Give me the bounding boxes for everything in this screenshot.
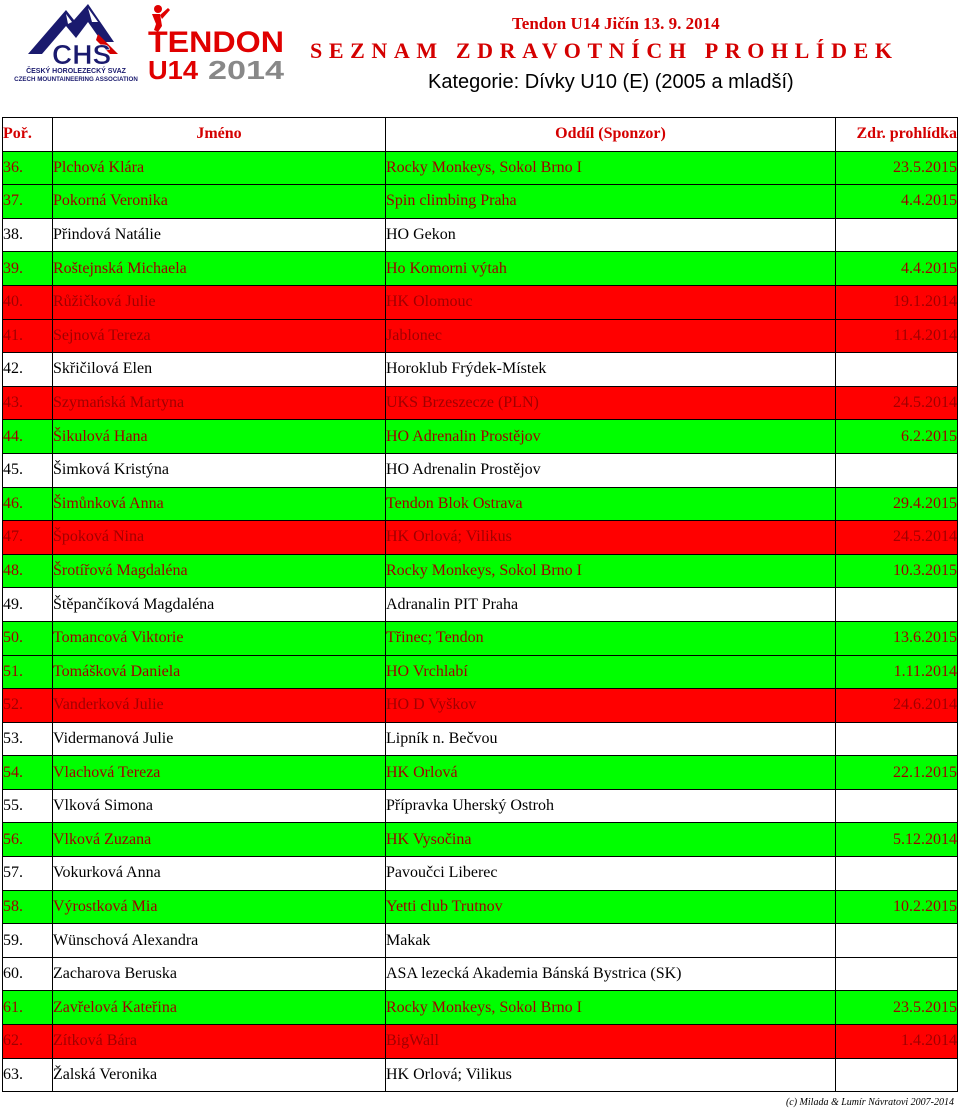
row-club: Tendon Blok Ostrava	[386, 487, 836, 521]
table-header-row	[3, 118, 958, 152]
row-club: HK Orlová; Vilikus	[386, 1058, 836, 1092]
table-row	[3, 857, 958, 891]
row-club: HO Adrenalin Prostějov	[386, 420, 836, 454]
row-name: Vidermanová Julie	[53, 722, 386, 756]
row-number: 57.	[3, 857, 53, 891]
table-row	[3, 151, 958, 185]
row-club: HK Orlová; Vilikus	[386, 521, 836, 555]
row-club: BigWall	[386, 1025, 836, 1059]
row-name: Vlachová Tereza	[53, 756, 386, 790]
row-check-date: 19.1.2014	[836, 285, 958, 319]
event-title: Tendon U14 Jičín 13. 9. 2014	[512, 14, 720, 33]
table-row	[3, 722, 958, 756]
row-name: Vanderková Julie	[53, 689, 386, 723]
column-header-num: Poř.	[3, 118, 53, 152]
table-row	[3, 756, 958, 790]
row-club: ASA lezecká Akademia Bánská Bystrica (SK)	[386, 957, 836, 991]
table-row	[3, 554, 958, 588]
row-check-date: 11.4.2014	[836, 319, 958, 353]
row-club: HO Vrchlabí	[386, 655, 836, 689]
row-check-date	[836, 353, 958, 387]
table-row	[3, 655, 958, 689]
row-number: 46.	[3, 487, 53, 521]
table-row	[3, 991, 958, 1025]
table-row	[3, 823, 958, 857]
row-number: 62.	[3, 1025, 53, 1059]
table-row	[3, 353, 958, 387]
row-number: 40.	[3, 285, 53, 319]
chs-logo	[6, 2, 146, 84]
row-number: 42.	[3, 353, 53, 387]
row-number: 44.	[3, 420, 53, 454]
row-name: Zavřelová Kateřina	[53, 991, 386, 1025]
row-name: Přindová Natálie	[53, 218, 386, 252]
row-name: Tomášková Daniela	[53, 655, 386, 689]
row-club: Makak	[386, 924, 836, 958]
row-number: 55.	[3, 789, 53, 823]
table-row	[3, 957, 958, 991]
row-club: Rocky Monkeys, Sokol Brno I	[386, 151, 836, 185]
row-number: 39.	[3, 252, 53, 286]
chs-text: CHS	[52, 39, 112, 70]
row-number: 43.	[3, 386, 53, 420]
list-title: SEZNAM ZDRAVOTNÍCH PROHLÍDEK	[310, 38, 899, 63]
row-name: Šrotířová Magdaléna	[53, 554, 386, 588]
row-number: 61.	[3, 991, 53, 1025]
row-name: Šikulová Hana	[53, 420, 386, 454]
row-club: Adranalin PIT Praha	[386, 588, 836, 622]
row-number: 47.	[3, 521, 53, 555]
row-name: Plchová Klára	[53, 151, 386, 185]
table-row	[3, 621, 958, 655]
copyright-footer: (c) Milada & Lumír Návratovi 2007-2014	[785, 1097, 954, 1108]
column-header-name: Jméno	[53, 118, 386, 152]
row-club: Jablonec	[386, 319, 836, 353]
column-header-date: Zdr. prohlídka	[836, 118, 958, 152]
row-name: Vokurková Anna	[53, 857, 386, 891]
row-number: 37.	[3, 185, 53, 219]
table-body	[3, 151, 958, 1092]
row-check-date	[836, 453, 958, 487]
row-club: Ho Komorni výtah	[386, 252, 836, 286]
table-row	[3, 890, 958, 924]
table-row	[3, 521, 958, 555]
row-name: Růžičková Julie	[53, 285, 386, 319]
row-number: 59.	[3, 924, 53, 958]
row-number: 53.	[3, 722, 53, 756]
row-name: Vlková Zuzana	[53, 823, 386, 857]
row-check-date: 1.4.2014	[836, 1025, 958, 1059]
row-check-date: 24.5.2014	[836, 386, 958, 420]
row-name: Špoková Nina	[53, 521, 386, 555]
row-club: Třinec; Tendon	[386, 621, 836, 655]
table-row	[3, 924, 958, 958]
tendon-wordmark: TENDON	[148, 26, 284, 59]
u14-label: U14	[148, 55, 199, 82]
row-check-date: 24.6.2014	[836, 689, 958, 723]
row-number: 56.	[3, 823, 53, 857]
table-row	[3, 386, 958, 420]
row-name: Zacharova Beruska	[53, 957, 386, 991]
page-header	[0, 0, 960, 118]
row-check-date	[836, 857, 958, 891]
row-name: Tomancová Viktorie	[53, 621, 386, 655]
table-row	[3, 420, 958, 454]
row-number: 51.	[3, 655, 53, 689]
row-check-date: 1.11.2014	[836, 655, 958, 689]
table-row	[3, 453, 958, 487]
row-number: 38.	[3, 218, 53, 252]
table-row	[3, 487, 958, 521]
row-check-date	[836, 1058, 958, 1092]
row-name: Výrostková Mia	[53, 890, 386, 924]
row-check-date	[836, 218, 958, 252]
table-row	[3, 319, 958, 353]
row-name: Wünschová Alexandra	[53, 924, 386, 958]
row-check-date: 23.5.2015	[836, 151, 958, 185]
table-row	[3, 218, 958, 252]
row-number: 48.	[3, 554, 53, 588]
row-check-date: 5.12.2014	[836, 823, 958, 857]
row-number: 45.	[3, 453, 53, 487]
row-number: 49.	[3, 588, 53, 622]
row-club: UKS Brzeszecze (PLN)	[386, 386, 836, 420]
row-number: 60.	[3, 957, 53, 991]
chs-subtitle-en: CZECH MOUNTAINEERING ASSOCIATION	[14, 76, 138, 83]
table-row	[3, 689, 958, 723]
row-check-date: 29.4.2015	[836, 487, 958, 521]
row-number: 58.	[3, 890, 53, 924]
row-number: 63.	[3, 1058, 53, 1092]
row-check-date	[836, 789, 958, 823]
row-club: Rocky Monkeys, Sokol Brno I	[386, 554, 836, 588]
row-club: Spin climbing Praha	[386, 185, 836, 219]
medical-checks-table	[2, 117, 958, 1092]
table-row	[3, 252, 958, 286]
row-club: HK Vysočina	[386, 823, 836, 857]
row-name: Roštejnská Michaela	[53, 252, 386, 286]
table-row	[3, 285, 958, 319]
row-club: HO Gekon	[386, 218, 836, 252]
row-number: 36.	[3, 151, 53, 185]
row-club: Yetti club Trutnov	[386, 890, 836, 924]
row-check-date	[836, 722, 958, 756]
row-club: HO D Vyškov	[386, 689, 836, 723]
row-check-date	[836, 588, 958, 622]
row-name: Skřičilová Elen	[53, 353, 386, 387]
row-check-date	[836, 957, 958, 991]
table-row	[3, 1058, 958, 1092]
row-check-date: 10.2.2015	[836, 890, 958, 924]
row-club: Horoklub Frýdek-Místek	[386, 353, 836, 387]
row-check-date: 23.5.2015	[836, 991, 958, 1025]
row-name: Zítková Bára	[53, 1025, 386, 1059]
row-club: HK Olomouc	[386, 285, 836, 319]
row-club: HO Adrenalin Prostějov	[386, 453, 836, 487]
table-row	[3, 1025, 958, 1059]
row-name: Štěpančíková Magdaléna	[53, 588, 386, 622]
row-number: 41.	[3, 319, 53, 353]
row-club: HK Orlová	[386, 756, 836, 790]
row-name: Žalská Veronika	[53, 1058, 386, 1092]
row-name: Šimková Kristýna	[53, 453, 386, 487]
row-check-date: 10.3.2015	[836, 554, 958, 588]
year-label: 2014	[208, 55, 285, 82]
row-check-date: 22.1.2015	[836, 756, 958, 790]
row-name: Szymańská Martyna	[53, 386, 386, 420]
row-check-date: 4.4.2015	[836, 252, 958, 286]
tendon-u14-logo	[146, 2, 286, 82]
row-check-date: 13.6.2015	[836, 621, 958, 655]
row-check-date: 4.4.2015	[836, 185, 958, 219]
row-club: Přípravka Uherský Ostroh	[386, 789, 836, 823]
row-check-date	[836, 924, 958, 958]
row-name: Vlková Simona	[53, 789, 386, 823]
column-header-club: Oddíl (Sponzor)	[386, 118, 836, 152]
row-check-date: 24.5.2014	[836, 521, 958, 555]
row-name: Sejnová Tereza	[53, 319, 386, 353]
table-row	[3, 588, 958, 622]
row-number: 52.	[3, 689, 53, 723]
category-title: Kategorie: Dívky U10 (E) (2005 a mladší)	[428, 71, 794, 93]
row-name: Pokorná Veronika	[53, 185, 386, 219]
row-club: Pavoučci Liberec	[386, 857, 836, 891]
row-club: Rocky Monkeys, Sokol Brno I	[386, 991, 836, 1025]
row-number: 50.	[3, 621, 53, 655]
row-check-date: 6.2.2015	[836, 420, 958, 454]
row-number: 54.	[3, 756, 53, 790]
table-row	[3, 185, 958, 219]
table-row	[3, 789, 958, 823]
row-name: Šimůnková Anna	[53, 487, 386, 521]
row-club: Lipník n. Bečvou	[386, 722, 836, 756]
chs-subtitle-cz: ČESKÝ HOROLEZECKÝ SVAZ	[26, 68, 126, 75]
